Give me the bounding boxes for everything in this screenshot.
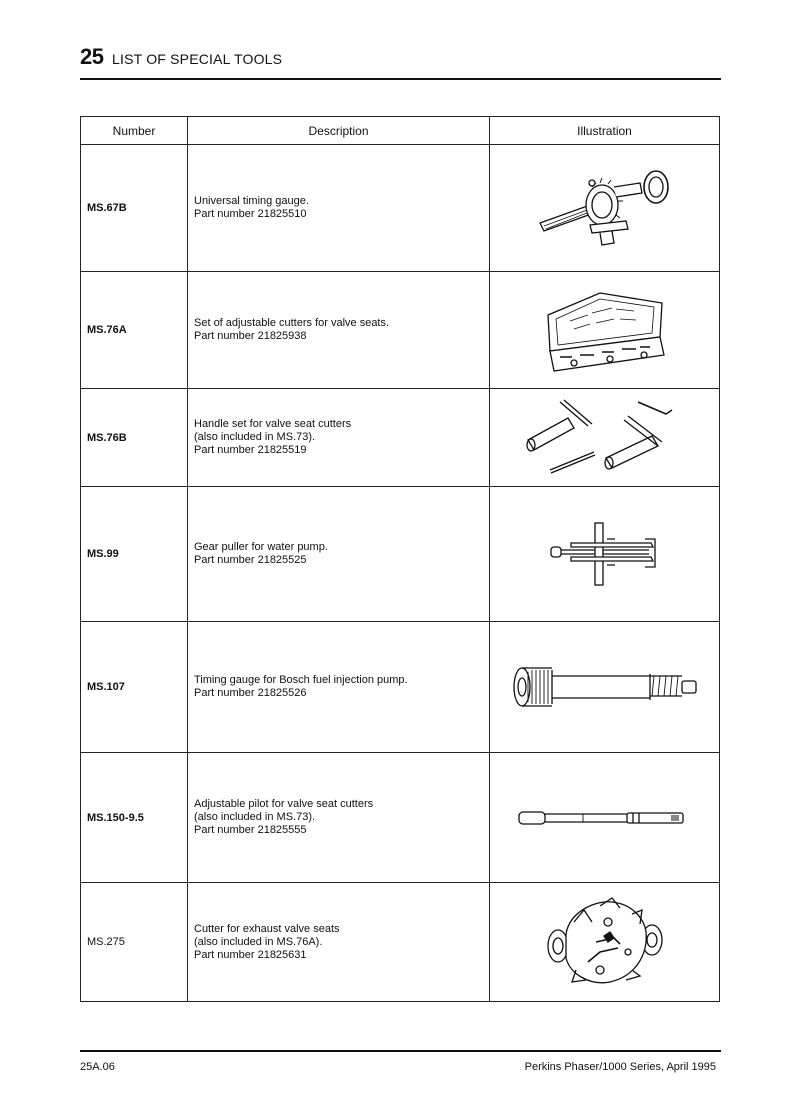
tool-description bbox=[188, 883, 490, 1002]
universal-timing-gauge-icon bbox=[530, 163, 680, 253]
pilot-rod-icon bbox=[515, 803, 695, 833]
description-line: Gear puller for water pump. bbox=[194, 541, 328, 553]
table-row bbox=[81, 389, 720, 487]
tool-illustration bbox=[490, 389, 720, 487]
tool-number: MS.76A bbox=[81, 272, 188, 389]
table-row bbox=[81, 145, 720, 272]
tool-number: MS.67B bbox=[81, 145, 188, 272]
description-line: Set of adjustable cutters for valve seats. bbox=[194, 317, 390, 329]
tool-illustration bbox=[490, 753, 720, 883]
description-line: (also included in MS.76A). bbox=[194, 935, 323, 948]
bosch-timing-gauge-icon bbox=[510, 662, 700, 712]
table-row bbox=[81, 272, 720, 389]
section-title: LIST OF SPECIAL TOOLS bbox=[112, 51, 283, 67]
part-number: Part number 21825525 bbox=[194, 554, 307, 566]
cutter-set-case-icon bbox=[540, 285, 670, 375]
page-reference: 25A.06 bbox=[80, 1061, 115, 1073]
tool-illustration bbox=[490, 145, 720, 272]
footer-rule bbox=[80, 1050, 721, 1052]
table-header-row bbox=[81, 117, 720, 145]
tool-illustration bbox=[490, 883, 720, 1002]
gear-puller-icon bbox=[545, 517, 665, 591]
tool-description bbox=[188, 272, 490, 389]
column-header-number: Number bbox=[81, 117, 188, 145]
section-number: 25 bbox=[80, 44, 104, 69]
tool-illustration bbox=[490, 272, 720, 389]
tool-number: MS.275 bbox=[81, 883, 188, 1002]
description-line: Cutter for exhaust valve seats bbox=[194, 922, 340, 935]
tool-number: MS.107 bbox=[81, 622, 188, 753]
part-number: Part number 21825526 bbox=[194, 687, 307, 699]
part-number: Part number 21825510 bbox=[194, 208, 307, 220]
part-number: Part number 21825555 bbox=[194, 824, 307, 836]
description-line: Timing gauge for Bosch fuel injection pump. bbox=[194, 674, 408, 686]
description-line: Universal timing gauge. bbox=[194, 195, 309, 207]
description-line: (also included in MS.73). bbox=[194, 431, 316, 443]
tool-description bbox=[188, 753, 490, 883]
t-handle-set-icon bbox=[520, 396, 690, 480]
table-row bbox=[81, 622, 720, 753]
tool-number: MS.76B bbox=[81, 389, 188, 487]
column-header-illustration: Illustration bbox=[490, 117, 720, 145]
part-number: Part number 21825938 bbox=[194, 330, 307, 342]
tool-description bbox=[188, 487, 490, 622]
tool-description bbox=[188, 389, 490, 487]
description-line: Handle set for valve seat cutters bbox=[194, 418, 352, 430]
special-tools-table bbox=[80, 116, 720, 1002]
tool-description bbox=[188, 145, 490, 272]
exhaust-seat-cutter-icon bbox=[540, 892, 670, 992]
tool-number: MS.150-9.5 bbox=[81, 753, 188, 883]
table-row bbox=[81, 883, 720, 1002]
table-row bbox=[81, 753, 720, 883]
description-line: (also included in MS.73). bbox=[194, 811, 316, 823]
tool-number: MS.99 bbox=[81, 487, 188, 622]
tool-description bbox=[188, 622, 490, 753]
description-line: Adjustable pilot for valve seat cutters bbox=[194, 798, 374, 810]
part-number: Part number 21825519 bbox=[194, 444, 307, 456]
page-header bbox=[80, 44, 720, 80]
tool-illustration bbox=[490, 487, 720, 622]
column-header-description: Description bbox=[188, 117, 490, 145]
table-row bbox=[81, 487, 720, 622]
part-number: Part number 21825631 bbox=[194, 948, 307, 961]
publication-info: Perkins Phaser/1000 Series, April 1995 bbox=[524, 1061, 716, 1073]
tool-illustration bbox=[490, 622, 720, 753]
header-rule bbox=[80, 78, 721, 80]
